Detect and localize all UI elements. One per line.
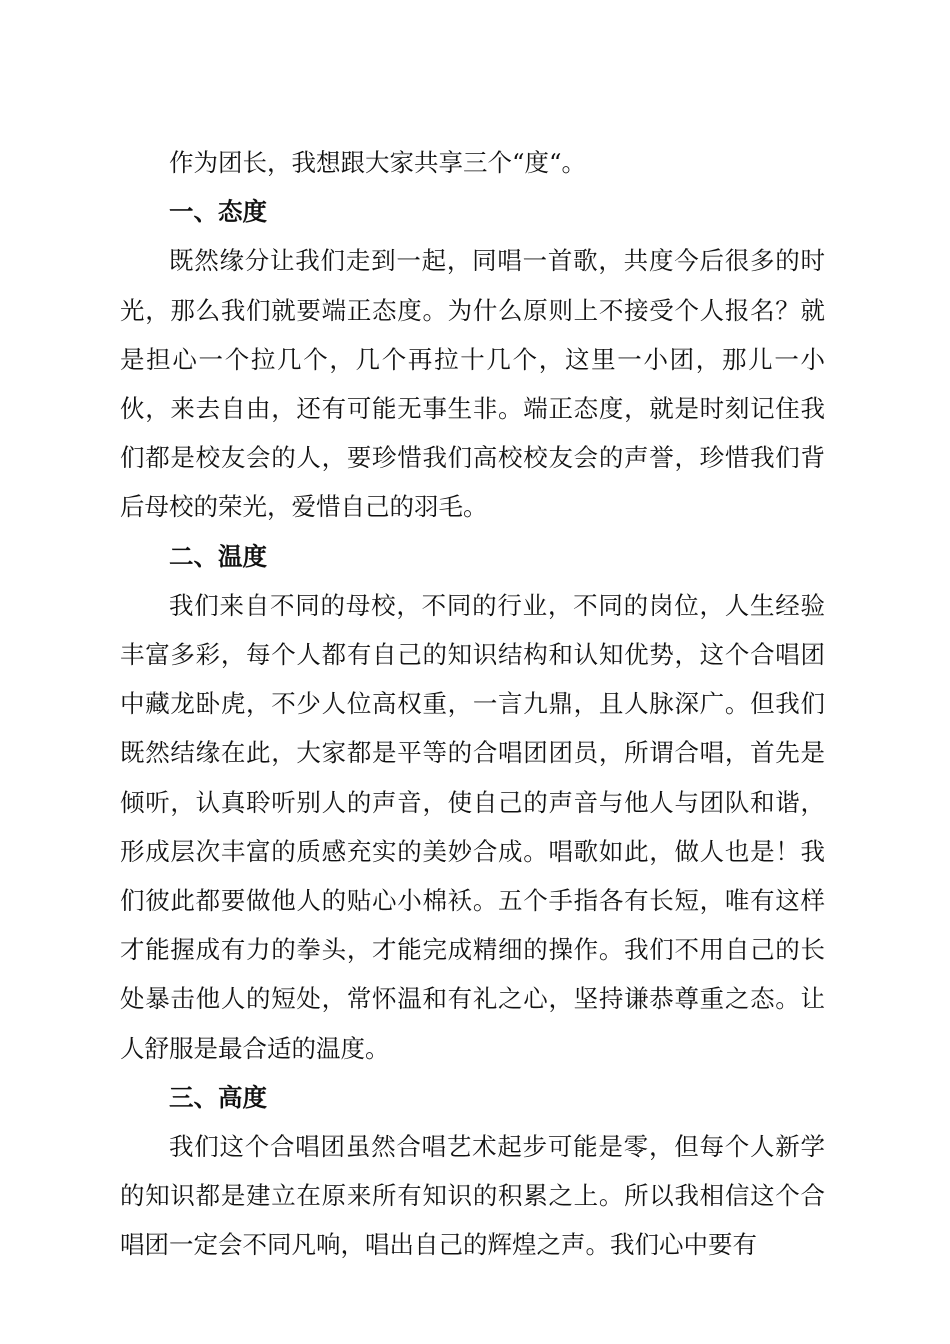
document-page bbox=[120, 138, 825, 1270]
section-heading-warmth: 二、温度 bbox=[169, 541, 267, 571]
section-body-warmth: 我们来自不同的母校，不同的行业，不同的岗位，人生经验丰富多彩，每个人都有自己的知识结构和认知优势，这个合唱团中藏龙卧虎，不少人位高权重，一言九鼎，且人脉深广。但我们既然结缘在此，大家都是平等的合唱团团员，所谓合唱，首先是倾听，认真聆听别人的声音，使自己的声音与他人与团队和谐，形成层次丰富的质感充实的美妙合成。唱歌如此，做人也是！我们彼此都要做他人的贴心小棉袄。五个手指各有长短，唯有这样才能握成有力的拳头，才能完成精细的操作。我们不用自己的长处暴击他人的短处，常怀温和有礼之心，坚持谦恭尊重之态。让人舒服是最合适的温度。 bbox=[120, 590, 825, 1063]
section-body-attitude: 既然缘分让我们走到一起，同唱一首歌，共度今后很多的时光，那么我们就要端正态度。为什么原则上不接受个人报名？就是担心一个拉几个，几个再拉十几个，这里一小团，那儿一小伙，来去自由，还有可能无事生非。端正态度，就是时刻记住我们都是校友会的人，要珍惜我们高校校友会的声誉，珍惜我们背后母校的荣光，爱惜自己的羽毛。 bbox=[120, 246, 825, 522]
section-heading-height: 三、高度 bbox=[169, 1082, 267, 1112]
section-heading-attitude: 一、态度 bbox=[169, 197, 267, 227]
section-body-height: 我们这个合唱团虽然合唱艺术起步可能是零，但每个人新学的知识都是建立在原来所有知识的积累之上。所以我相信这个合唱团一定会不同凡响，唱出自己的辉煌之声。我们心中要有 bbox=[120, 1132, 825, 1260]
intro-paragraph: 作为团长，我想跟大家共享三个“度“。 bbox=[169, 148, 587, 177]
